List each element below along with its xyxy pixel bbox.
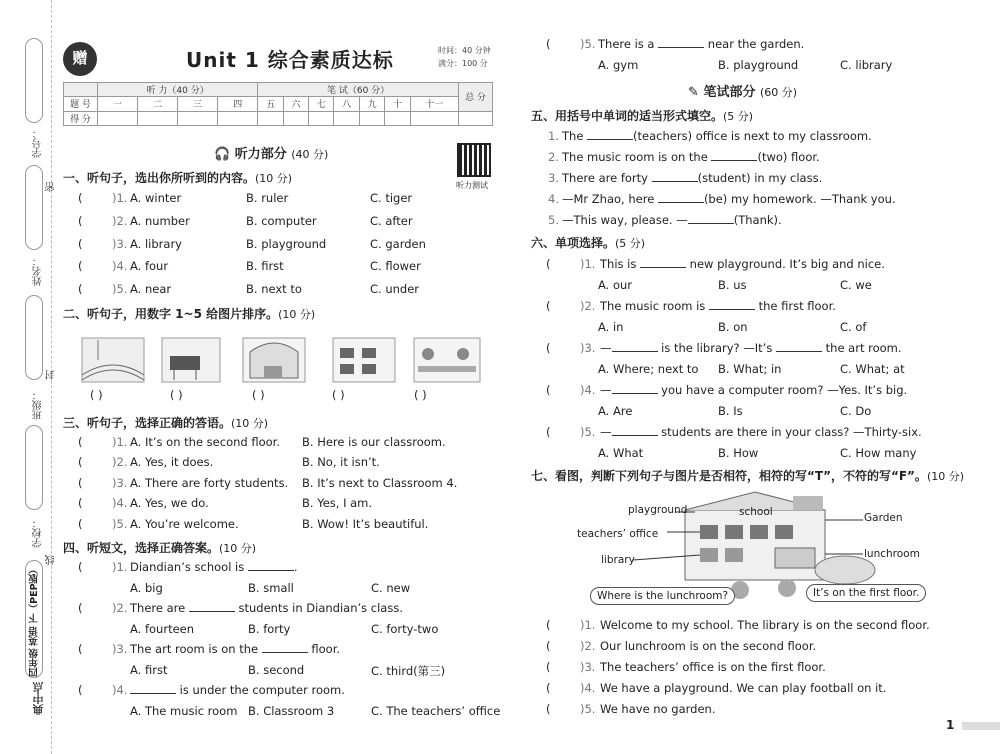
stem-post: (Thank). xyxy=(733,213,782,227)
page-number: 1 xyxy=(946,718,955,732)
stem-post: is the library? —It’s xyxy=(657,341,776,355)
s6-title: 六、单项选择。 xyxy=(531,236,616,250)
question-number: )3. xyxy=(112,236,128,251)
option-b[interactable]: B. small xyxy=(248,581,294,595)
stem-post: (teachers) office is next to my classroom. xyxy=(633,129,872,143)
stem-post: you have a computer room? —Yes. It’s big. xyxy=(657,383,908,397)
s2-points: (10 分) xyxy=(278,308,316,321)
answer-paren[interactable]: ( xyxy=(546,681,551,695)
stem-post: (two) floor. xyxy=(757,150,820,164)
question-number: )3. xyxy=(112,642,128,656)
option-a[interactable]: A. There are forty students. xyxy=(130,475,289,490)
question-number: )1. xyxy=(580,257,596,271)
answer-paren[interactable]: ( xyxy=(546,660,551,674)
question-num-label: 题 号 xyxy=(64,97,98,111)
question-number: )2. xyxy=(112,455,128,470)
section-5-header xyxy=(531,107,753,124)
pencil-icon: ✎ xyxy=(688,85,699,100)
answer-blank[interactable] xyxy=(688,213,734,224)
option-a[interactable]: A. gym xyxy=(598,58,639,72)
music-room-picture xyxy=(162,338,220,382)
answer-blank[interactable] xyxy=(612,341,658,352)
question-number: )1. xyxy=(112,191,128,205)
question-number: 2. xyxy=(548,150,559,164)
option-a[interactable]: A. Yes, we do. xyxy=(130,496,209,511)
writing-points: (60 分) xyxy=(759,86,798,99)
label-garden: Garden xyxy=(864,512,903,524)
stem-post: the first floor. xyxy=(754,299,836,313)
order-blank-2[interactable]: ( ) xyxy=(170,388,183,402)
col-8: 八 xyxy=(334,97,359,111)
stem-post: floor. xyxy=(307,642,341,656)
option-c[interactable]: C. How many xyxy=(840,446,917,460)
option-a[interactable]: A. The music room xyxy=(130,704,238,718)
option-c[interactable]: C. What; at xyxy=(840,362,905,376)
question-number: )2. xyxy=(112,213,128,228)
speech-bubble-answer: It’s on the first floor. xyxy=(806,584,926,602)
option-c[interactable]: C. forty-two xyxy=(371,622,439,636)
answer-blank[interactable] xyxy=(612,383,658,394)
question-stem xyxy=(600,383,907,397)
option-a[interactable]: A. Where; next to xyxy=(598,362,699,376)
answer-blank[interactable] xyxy=(640,257,686,268)
option-a[interactable]: A. Are xyxy=(598,404,633,418)
question-number: 5. xyxy=(548,213,559,227)
question-number: )5. xyxy=(580,425,596,439)
stem-post: is under the computer room. xyxy=(176,683,345,697)
answer-blank[interactable] xyxy=(130,683,176,694)
col-7: 七 xyxy=(309,97,334,111)
col-4: 四 xyxy=(218,97,258,111)
stem-pre: Diandian’s school is xyxy=(130,560,248,574)
class-box xyxy=(25,295,43,380)
statement: We have a playground. We can play football on it. xyxy=(600,681,887,695)
series-label: 四年级 英语 下（PEP版） xyxy=(29,564,40,677)
option-b[interactable]: B. next to xyxy=(246,282,302,297)
section-7-header xyxy=(531,467,964,484)
section-3-header xyxy=(63,414,268,431)
question-number: )4. xyxy=(112,683,128,697)
col-11: 十一 xyxy=(410,97,458,111)
option-b[interactable]: B. on xyxy=(718,320,748,334)
question-number: )1. xyxy=(112,560,128,574)
listening-title: 听力部分 xyxy=(234,147,287,162)
question-number: 4. xyxy=(548,192,559,206)
section-6-header xyxy=(531,234,645,251)
label-lunchroom: lunchroom xyxy=(864,548,920,560)
option-a[interactable]: A. winter xyxy=(130,191,182,205)
stem-post: new playground. It’s big and nice. xyxy=(686,257,885,271)
section-1-header xyxy=(63,169,292,186)
stem-post: students are there in your class? —Thirty-six. xyxy=(657,425,922,439)
option-a[interactable]: A. in xyxy=(598,320,624,334)
answer-paren[interactable]: ( xyxy=(78,191,83,205)
full-score: 满分：100 分 xyxy=(438,59,488,68)
question-stem xyxy=(562,192,896,206)
question-number: )1. xyxy=(580,618,596,632)
answer-blank[interactable] xyxy=(262,642,308,653)
option-c[interactable]: C. The teachers’ office xyxy=(371,704,501,718)
qr-label: 听力测试 xyxy=(456,181,488,190)
s6-points: (5 分) xyxy=(615,237,646,250)
label-library: library xyxy=(601,554,635,566)
speech-bubble-question: Where is the lunchroom? xyxy=(590,587,735,605)
series-box xyxy=(25,560,43,678)
stem-pre: The xyxy=(562,129,588,143)
answer-paren[interactable]: ( xyxy=(78,601,83,615)
option-b[interactable]: B. computer xyxy=(246,213,317,228)
question-stem xyxy=(600,425,922,439)
col-5: 五 xyxy=(258,97,283,111)
stem-post: . xyxy=(293,560,298,574)
option-a[interactable]: A. first xyxy=(130,663,168,677)
option-a[interactable]: A. number xyxy=(130,213,190,228)
stem-post: (be) my homework. —Thank you. xyxy=(703,192,896,206)
stem-post-2: the art room. xyxy=(822,341,902,355)
school-label: 学校： xyxy=(33,518,44,548)
question-number: )4. xyxy=(112,496,128,511)
s7-title: 七、看图，判断下列句子与图片是否相符，相符的写“T”，不符的写“F”。 xyxy=(531,469,927,483)
question-stem xyxy=(598,37,804,51)
s2-title: 二、听句子，用数字 1~5 给图片排序。 xyxy=(63,307,279,321)
option-a[interactable]: A. big xyxy=(130,581,163,595)
stem-pre: —This way, please. — xyxy=(562,213,688,227)
seal-char-1: 密 xyxy=(46,182,57,192)
writing-title: 笔试部分 xyxy=(703,85,756,100)
col-2: 二 xyxy=(138,97,178,111)
s5-points: (5 分) xyxy=(723,110,754,123)
question-number: )5. xyxy=(580,37,596,51)
label-school: school xyxy=(739,506,773,518)
option-b[interactable]: B. ruler xyxy=(246,191,289,205)
statement: Our lunchroom is on the second floor. xyxy=(600,639,817,653)
question-number: )1. xyxy=(112,435,128,449)
stem-pre: There are forty xyxy=(562,171,652,185)
answer-paren[interactable]: ( xyxy=(546,639,551,653)
option-b[interactable]: B. What; in xyxy=(718,362,782,376)
option-a[interactable]: A. What xyxy=(598,446,644,460)
col-3: 三 xyxy=(178,97,218,111)
s4-title: 四、听短文，选择正确答案。 xyxy=(63,541,220,555)
stem-pre: — xyxy=(600,341,612,355)
stem-pre: There are xyxy=(130,601,189,615)
listening-header: 听 力（40 分） xyxy=(98,83,258,97)
option-c[interactable]: C. we xyxy=(840,278,872,292)
answer-paren[interactable]: ( xyxy=(546,299,551,313)
option-a[interactable]: A. fourteen xyxy=(130,622,195,636)
col-10: 十 xyxy=(385,97,410,111)
stem-post: (student) in my class. xyxy=(697,171,823,185)
stem-pre: —Mr Zhao, here xyxy=(562,192,658,206)
question-stem xyxy=(562,171,822,185)
option-a[interactable]: A. It’s on the second floor. xyxy=(130,435,280,449)
option-b[interactable]: B. Yes, I am. xyxy=(302,496,373,511)
label-teachers-office: teachers’ office xyxy=(577,528,659,540)
stem-pre: The art room is on the xyxy=(130,642,262,656)
answer-blank[interactable] xyxy=(776,341,822,352)
question-number: )3. xyxy=(580,660,596,674)
answer-paren[interactable]: ( xyxy=(78,455,83,470)
name-box xyxy=(25,165,43,250)
answer-blank[interactable] xyxy=(658,192,704,203)
writing-section-header xyxy=(688,81,797,100)
question-number: )5. xyxy=(112,516,128,531)
id-label: 学号： xyxy=(33,128,44,158)
id-box xyxy=(25,38,43,123)
question-number: )2. xyxy=(112,601,128,615)
answer-paren[interactable]: ( xyxy=(78,496,83,511)
option-c[interactable]: C. under xyxy=(370,282,420,297)
statement: The teachers’ office is on the first floor. xyxy=(600,660,826,674)
gift-badge: 赠 xyxy=(63,42,97,76)
question-number: 1. xyxy=(548,129,559,143)
answer-paren[interactable]: ( xyxy=(78,282,83,297)
qr-code-icon[interactable] xyxy=(457,143,491,177)
option-a[interactable]: A. Yes, it does. xyxy=(130,455,214,470)
col-1: 一 xyxy=(98,97,138,111)
option-b[interactable]: B. first xyxy=(246,259,284,274)
option-c[interactable]: C. garden xyxy=(370,236,426,251)
option-b[interactable]: B. Here is our classroom. xyxy=(302,435,446,449)
answer-paren[interactable]: ( xyxy=(78,475,83,490)
seal-char-3: 线 xyxy=(46,555,57,565)
stem-pre: — xyxy=(600,383,612,397)
building-picture xyxy=(243,338,305,382)
answer-paren[interactable]: ( xyxy=(546,425,551,439)
option-b[interactable]: B. Classroom 3 xyxy=(248,704,335,718)
answer-blank[interactable] xyxy=(652,171,698,182)
question-number: )2. xyxy=(580,639,596,653)
option-b[interactable]: B. forty xyxy=(248,622,291,636)
option-a[interactable]: A. our xyxy=(598,278,633,292)
question-stem xyxy=(600,299,836,313)
section-2-header xyxy=(63,305,315,322)
answer-paren[interactable]: ( xyxy=(78,435,83,449)
brand-label: 典中点 xyxy=(32,682,45,715)
question-stem xyxy=(600,257,885,271)
statement: We have no garden. xyxy=(600,702,716,716)
s7-points: (10 分) xyxy=(926,470,965,483)
question-number: )3. xyxy=(112,475,128,490)
answer-paren[interactable]: ( xyxy=(546,257,551,271)
answer-blank[interactable] xyxy=(248,560,294,571)
order-blank-1[interactable]: ( ) xyxy=(90,388,103,402)
answer-paren[interactable]: ( xyxy=(78,642,83,656)
s1-points: (10 分) xyxy=(255,172,293,185)
page-title: Unit 1 综合素质达标 xyxy=(186,48,394,72)
class-label: 班级： xyxy=(33,390,44,420)
stem-pre: The music room is on the xyxy=(562,150,712,164)
option-c[interactable]: C. library xyxy=(840,58,893,72)
option-b[interactable]: B. second xyxy=(248,663,305,677)
option-c[interactable]: C. third(第三) xyxy=(371,664,446,678)
option-b[interactable]: B. How xyxy=(718,446,759,460)
s1-title: 一、听句子，选出你所听到的内容。 xyxy=(63,171,256,185)
answer-paren[interactable]: ( xyxy=(78,236,83,251)
page-bar xyxy=(962,722,1000,730)
playground-picture xyxy=(82,338,144,382)
answer-paren[interactable]: ( xyxy=(546,383,551,397)
s3-title: 三、听句子，选择正确的答语。 xyxy=(63,416,232,430)
answer-paren[interactable]: ( xyxy=(546,341,551,355)
question-stem xyxy=(130,642,340,656)
answer-paren[interactable]: ( xyxy=(78,213,83,228)
option-a[interactable]: A. You’re welcome. xyxy=(130,516,239,531)
answer-paren[interactable]: ( xyxy=(546,702,551,716)
room-pictures xyxy=(78,330,488,386)
stem-pre: The music room is xyxy=(600,299,709,313)
question-number: )5. xyxy=(112,282,128,297)
s3-points: (10 分) xyxy=(231,417,269,430)
question-stem xyxy=(562,150,820,164)
stem-pre: — xyxy=(600,425,612,439)
section-4-header xyxy=(63,539,256,556)
question-number: )2. xyxy=(580,299,596,313)
listening-section-header xyxy=(214,143,328,162)
option-c[interactable]: C. flower xyxy=(370,259,421,274)
answer-paren[interactable]: ( xyxy=(546,618,551,632)
option-b[interactable]: B. No, it isn’t. xyxy=(302,455,380,470)
option-b[interactable]: B. Wow! It’s beautiful. xyxy=(302,516,429,531)
option-b[interactable]: B. It’s next to Classroom 4. xyxy=(302,475,458,490)
question-stem xyxy=(600,341,902,355)
score-table xyxy=(63,82,493,126)
headphones-icon: 🎧 xyxy=(214,147,231,162)
label-playground: playground xyxy=(628,504,688,516)
computer-room-picture xyxy=(333,338,395,382)
question-number: 3. xyxy=(548,171,559,185)
order-blank-3[interactable]: ( ) xyxy=(252,388,265,402)
question-stem xyxy=(562,129,872,143)
answer-blank[interactable] xyxy=(658,37,704,48)
question-number: )3. xyxy=(580,341,596,355)
option-a[interactable]: A. four xyxy=(130,259,169,274)
option-b[interactable]: B. playground xyxy=(718,58,799,72)
answer-blank[interactable] xyxy=(612,425,658,436)
question-stem xyxy=(130,560,298,574)
answer-paren[interactable]: ( xyxy=(78,259,83,274)
option-b[interactable]: B. Is xyxy=(718,404,743,418)
answer-paren[interactable]: ( xyxy=(78,516,83,531)
option-c[interactable]: C. Do xyxy=(840,404,872,418)
col-6: 六 xyxy=(283,97,308,111)
question-number: )4. xyxy=(580,383,596,397)
option-c[interactable]: C. of xyxy=(840,320,867,334)
stem-post: students in Diandian’s class. xyxy=(234,601,403,615)
binding-margin xyxy=(0,0,57,754)
question-stem xyxy=(130,683,345,697)
total-header: 总 分 xyxy=(459,83,493,112)
statement: Welcome to my school. The library is on the second floor. xyxy=(600,618,930,632)
answer-blank[interactable] xyxy=(587,129,633,140)
classroom-picture xyxy=(414,338,480,382)
stem-pre: This is xyxy=(600,257,640,271)
option-a[interactable]: A. near xyxy=(130,282,172,297)
writing-header: 笔 试（60 分） xyxy=(258,83,459,97)
s5-title: 五、用括号中单词的适当形式填空。 xyxy=(531,109,724,123)
col-9: 九 xyxy=(359,97,384,111)
listening-points: (40 分) xyxy=(291,148,329,161)
question-number: )4. xyxy=(580,681,596,695)
question-number: )5. xyxy=(580,702,596,716)
score-row-label: 得 分 xyxy=(64,111,98,125)
seal-char-2: 封 xyxy=(46,370,57,380)
question-stem xyxy=(562,213,782,227)
option-b[interactable]: B. playground xyxy=(246,236,327,251)
name-label: 姓名： xyxy=(33,256,44,286)
option-c[interactable]: C. new xyxy=(371,581,411,595)
time-limit: 时间：40 分钟 xyxy=(438,46,491,55)
order-blank-4[interactable]: ( ) xyxy=(332,388,345,402)
option-a[interactable]: A. library xyxy=(130,236,182,251)
answer-paren[interactable]: ( xyxy=(546,37,551,51)
option-b[interactable]: B. us xyxy=(718,278,747,292)
option-c[interactable]: C. after xyxy=(370,213,413,228)
s4-points: (10 分) xyxy=(219,542,257,555)
answer-paren[interactable]: ( xyxy=(78,683,83,697)
question-number: )4. xyxy=(112,259,128,274)
school-box xyxy=(25,425,43,510)
answer-blank[interactable] xyxy=(711,150,757,161)
answer-blank[interactable] xyxy=(189,601,235,612)
option-c[interactable]: C. tiger xyxy=(370,191,413,205)
order-blank-5[interactable]: ( ) xyxy=(414,388,427,402)
stem-pre: There is a xyxy=(598,37,659,51)
question-stem xyxy=(130,601,403,615)
answer-blank[interactable] xyxy=(709,299,755,310)
stem-post: near the garden. xyxy=(704,37,805,51)
answer-paren[interactable]: ( xyxy=(78,560,83,574)
